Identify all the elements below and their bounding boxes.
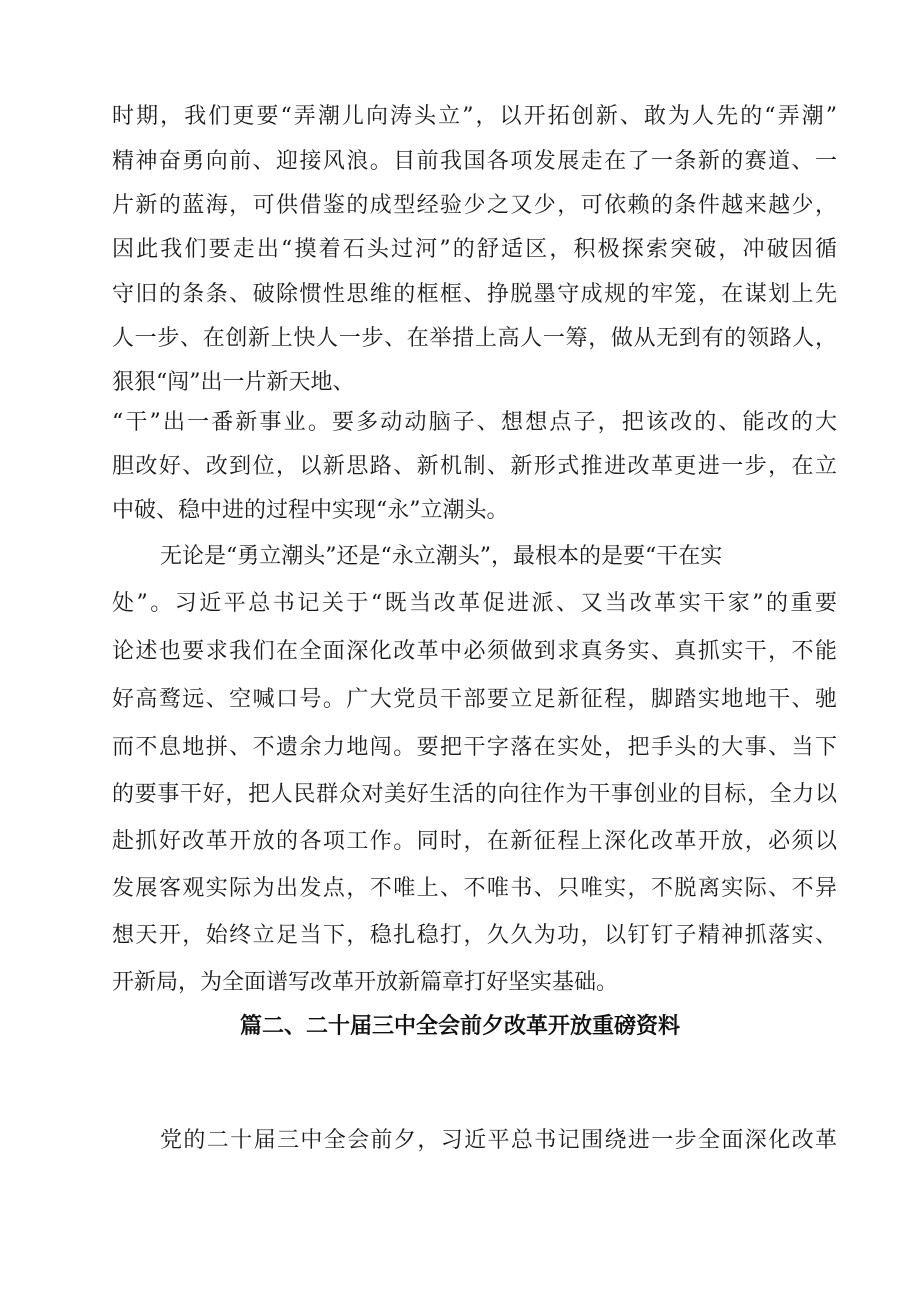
text-line: 好高鹜远、空喊口号。广大党员干部要立足新征程，脚踏实地地干、驰 xyxy=(112,687,837,712)
text-line: 而不息地拼、不遗余力地闯。要把干字落在实处，把手头的大事、当下 xyxy=(112,735,837,760)
text-line: 狠狠“闯”出一片新天地、 xyxy=(112,370,355,395)
text-line: 发展客观实际为出发点，不唯上、不唯书、只唯实，不脱离实际、不异 xyxy=(112,876,837,901)
text-line: 党的二十届三中全会前夕，习近平总书记围绕进一步全面深化改革 xyxy=(160,1128,837,1153)
text-line: 因此我们要走出“摸着石头过河”的舒适区，积极探索突破，冲破因循 xyxy=(112,237,837,262)
text-line: 论述也要求我们在全面深化改革中必须做到求真务实、真抓实干，不能 xyxy=(112,639,837,664)
text-line: 赴抓好改革开放的各项工作。同时，在新征程上深化改革开放，必须以 xyxy=(112,829,837,854)
text-line: 人一步、在创新上快人一步、在举措上高人一筹，做从无到有的领路人， xyxy=(112,326,837,351)
text-line: “干”出一番新事业。要多动动脑子、想想点子，把该改的、能改的大 xyxy=(112,410,837,435)
text-line: 胆改好、改到位，以新思路、新机制、新形式推进改革更进一步，在立 xyxy=(112,454,837,479)
text-line: 的要事干好，把人民群众对美好生活的向往作为干事创业的目标，全力以 xyxy=(112,782,837,807)
text-line: 无论是“勇立潮头”还是“永立潮头”，最根本的是要“干在实 xyxy=(160,544,723,569)
text-line: 时期，我们更要“弄潮儿向涛头立”，以开拓创新、敢为人先的“弄潮” xyxy=(112,104,837,129)
text-line: 处”。习近平总书记关于“既当改革促进派、又当改革实干家”的重要 xyxy=(112,591,837,616)
text-line: 开新局，为全面谱写改革开放新篇章打好坚实基础。 xyxy=(112,970,619,995)
text-line: 中破、稳中进的过程中实现“永”立潮头。 xyxy=(112,498,509,523)
text-line: 精神奋勇向前、迎接风浪。目前我国各项发展走在了一条新的赛道、一 xyxy=(112,149,837,174)
section-heading: 篇二、二十届三中全会前夕改革开放重磅资料 xyxy=(239,1014,680,1039)
text-line: 守旧的条条、破除惯性思维的框框、挣脱墨守成规的牢笼，在谋划上先 xyxy=(112,282,837,307)
text-line: 片新的蓝海，可供借鉴的成型经验少之又少，可依赖的条件越来越少， xyxy=(112,193,837,218)
text-line: 想天开，始终立足当下，稳扎稳打，久久为功，以钉钉子精神抓落实、 xyxy=(112,923,837,948)
